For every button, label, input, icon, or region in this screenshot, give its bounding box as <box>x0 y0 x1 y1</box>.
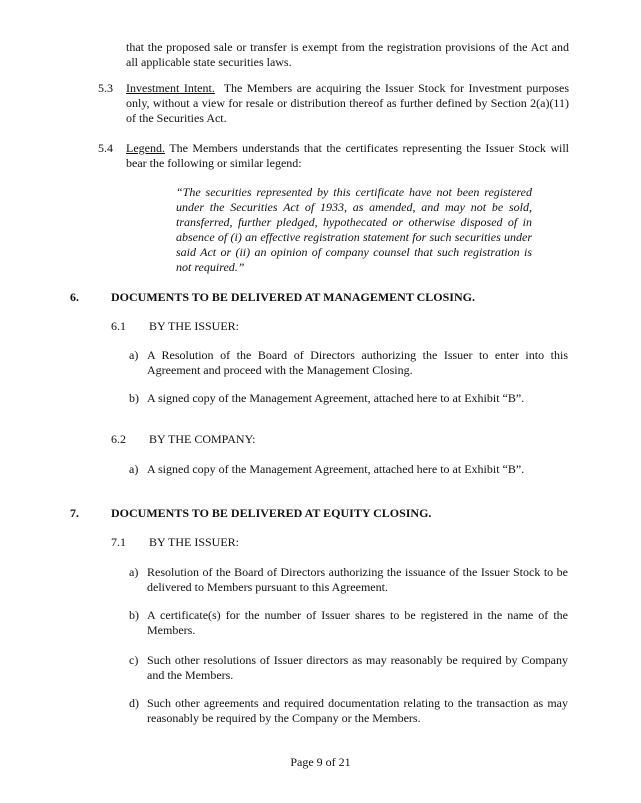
section-5-4-text: The Members understands that the certificates representing the Issuer Stock will bear the following or similar legend: <box>126 141 569 170</box>
section-5-3-paragraph <box>126 81 569 126</box>
section-7-1-c-label: c) <box>129 653 139 667</box>
section-5-3-text: The Members are acquiring the Issuer Stock for Investment purposes only, without a view for resale or distribution thereof as further defined by Section 2(a)(11) of the Securities Act. <box>126 81 569 125</box>
section-6-1-a-label: a) <box>129 348 139 362</box>
section-7-1-heading: BY THE ISSUER: <box>149 535 240 549</box>
section-6-number: 6. <box>70 290 79 304</box>
section-6-2-a-label: a) <box>129 462 139 476</box>
section-5-4-heading: Legend. <box>126 141 165 155</box>
section-7-1-a-text: Resolution of the Board of Directors authorizing the issuance of the Issuer Stock to be delivered to Members pursuant to this Agreement. <box>147 565 568 594</box>
continuation-paragraph: that the proposed sale or transfer is exempt from the registration provisions of the Act and all applicable state securities laws. <box>126 40 569 69</box>
section-6-1-heading: BY THE ISSUER: <box>149 319 240 333</box>
section-6-heading: DOCUMENTS TO BE DELIVERED AT MANAGEMENT CLOSING. <box>111 290 475 304</box>
section-6-1-b-label: b) <box>129 391 139 405</box>
section-7-1-d-text: Such other agreements and required documentation relating to the transaction as may reasonably be required by the Company or the Members. <box>147 696 568 725</box>
section-7-heading: DOCUMENTS TO BE DELIVERED AT EQUITY CLOSING. <box>111 506 432 520</box>
section-7-1-b-label: b) <box>129 608 139 622</box>
section-5-3-number: 5.3 <box>98 81 113 95</box>
section-6-2-a-text: A signed copy of the Management Agreement, attached here to at Exhibit “B”. <box>147 462 525 476</box>
section-6-1-a-text: A Resolution of the Board of Directors authorizing the Issuer to enter into this Agreement and proceed with the Management Closing. <box>147 348 568 377</box>
section-6-2-number: 6.2 <box>111 432 126 446</box>
section-6-1-b-text: A signed copy of the Management Agreement, attached here to at Exhibit “B”. <box>147 391 525 405</box>
section-5-4-number: 5.4 <box>98 141 113 155</box>
section-7-1-b-text: A certificate(s) for the number of Issuer shares to be registered in the name of the Members. <box>147 608 568 637</box>
section-6-2-heading: BY THE COMPANY: <box>149 432 256 446</box>
section-7-number: 7. <box>70 506 79 520</box>
section-7-1-d-label: d) <box>129 696 139 710</box>
section-5-3-heading: Investment Intent. <box>126 81 215 95</box>
page-number: Page 9 of 21 <box>290 755 351 769</box>
legend-quote: “The securities represented by this certificate have not been registered under the Securities Act of 1933, as amended, and may not be sold, transferred, further pledged, hypothecated or otherwise disposed of in absence of (i) an effective registration statement for such securities under said Act or (ii) an opinion of company counsel that such registration is not required.” <box>176 185 532 274</box>
section-6-1-number: 6.1 <box>111 319 126 333</box>
section-7-1-a-label: a) <box>129 565 139 579</box>
section-7-1-number: 7.1 <box>111 535 126 549</box>
section-5-4-paragraph <box>126 141 569 171</box>
section-7-1-c-text: Such other resolutions of Issuer directors as may reasonably be required by Company and the Members. <box>147 653 568 682</box>
